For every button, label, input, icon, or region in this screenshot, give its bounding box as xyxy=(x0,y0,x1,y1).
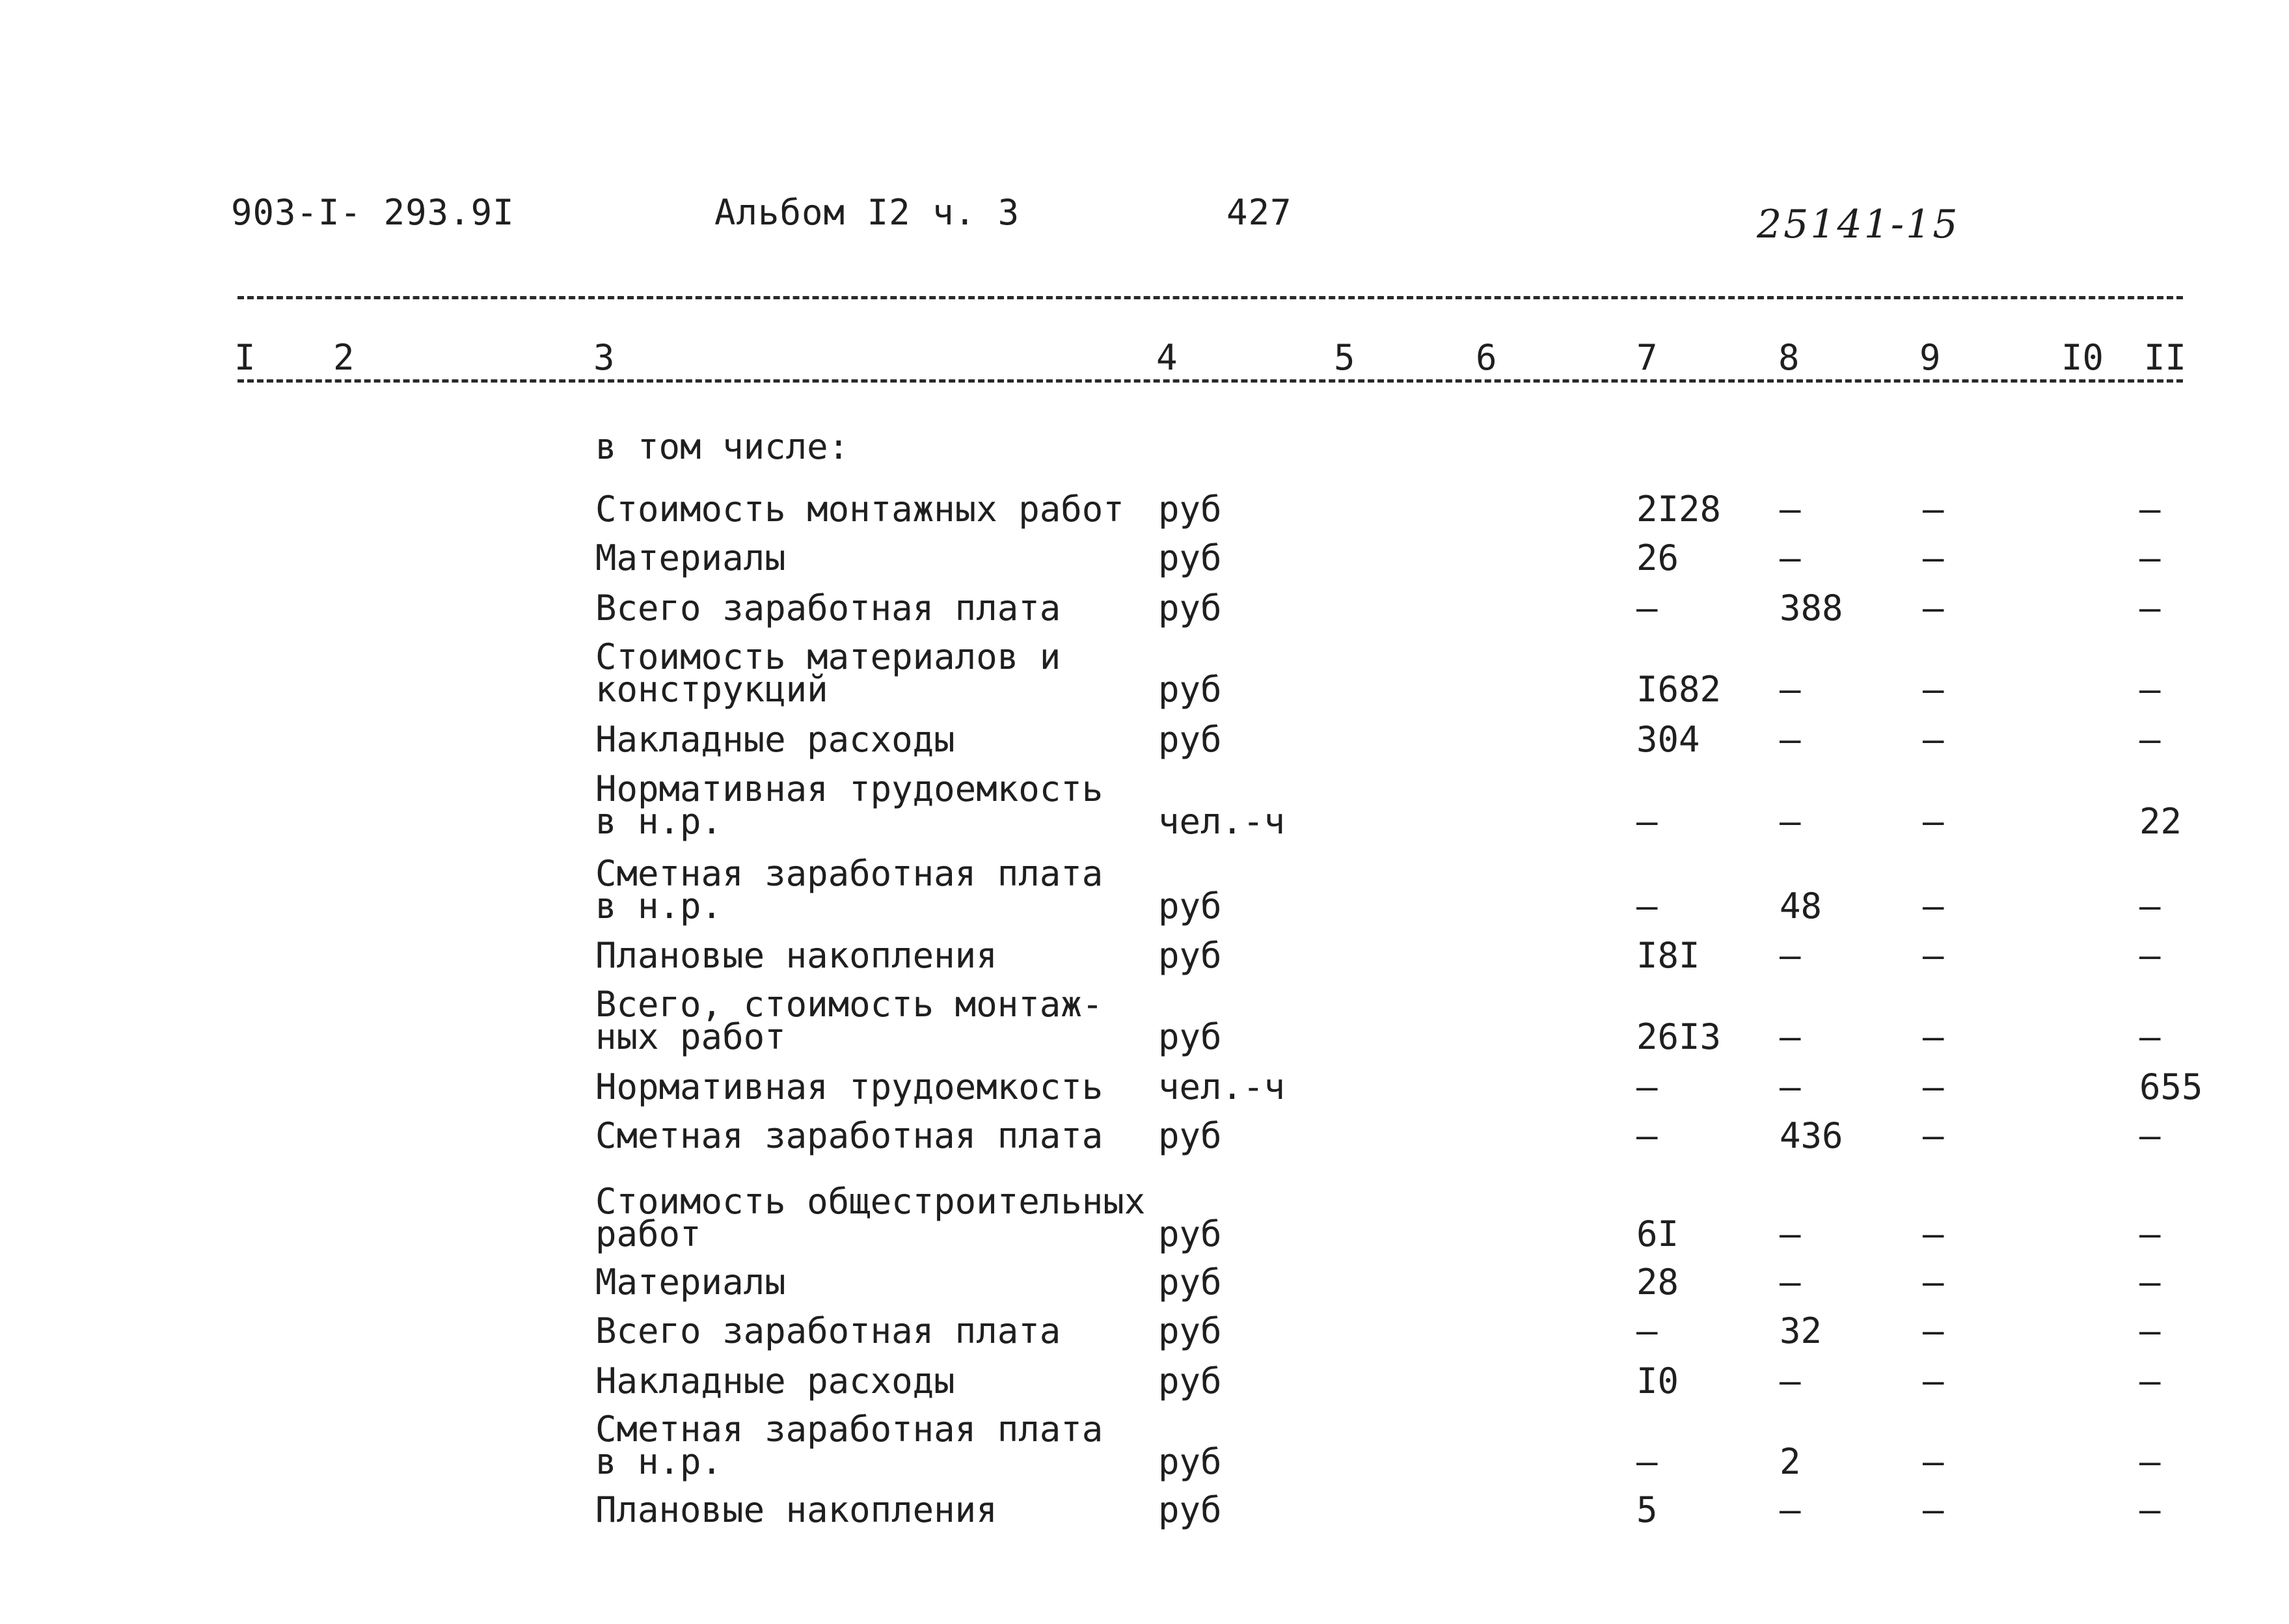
row-label-continued: ных работ xyxy=(595,1016,786,1057)
row-unit: руб xyxy=(1158,1441,1222,1482)
value-col-11: – xyxy=(2139,1213,2161,1254)
value-col-7: 26 xyxy=(1636,537,1679,578)
column-number: 9 xyxy=(1919,337,1941,378)
value-col-7: 2I28 xyxy=(1636,489,1722,530)
value-col-11: – xyxy=(2139,1262,2161,1303)
row-unit: руб xyxy=(1158,935,1222,976)
row-unit: руб xyxy=(1158,1360,1222,1401)
row-label: Нормативная трудоемкость xyxy=(595,1066,1104,1107)
value-col-11: – xyxy=(2139,537,2161,578)
top-dashed-rule xyxy=(237,296,2183,299)
value-col-9: – xyxy=(1923,1360,1944,1401)
value-col-8: – xyxy=(1780,1360,1801,1401)
row-label-continued: в н.р. xyxy=(595,801,723,842)
row-label: Сметная заработная плата xyxy=(595,1115,1104,1156)
row-label: Сметная заработная плата xyxy=(595,1409,1104,1450)
value-col-7: – xyxy=(1636,886,1658,927)
value-col-7: – xyxy=(1636,1310,1658,1351)
row-label: Всего заработная плата xyxy=(595,588,1061,629)
value-col-8: – xyxy=(1780,1262,1801,1303)
value-col-9: – xyxy=(1923,1016,1944,1057)
value-col-9: – xyxy=(1923,935,1944,976)
row-label: Стоимость монтажных работ xyxy=(595,489,1124,530)
row-unit: чел.-ч xyxy=(1158,1066,1286,1107)
value-col-8: – xyxy=(1780,935,1801,976)
value-col-9: – xyxy=(1923,1489,1944,1530)
row-label: Всего заработная плата xyxy=(595,1310,1061,1351)
row-label: Нормативная трудоемкость xyxy=(595,768,1104,809)
row-label-continued: конструкций xyxy=(595,669,828,710)
column-number: 5 xyxy=(1334,337,1355,378)
row-label-continued: в н.р. xyxy=(595,1441,723,1482)
value-col-11: 22 xyxy=(2139,801,2182,842)
row-label: Стоимость общестроительных xyxy=(595,1181,1146,1222)
value-col-11: – xyxy=(2139,1115,2161,1156)
column-number: I xyxy=(234,337,256,378)
value-col-8: – xyxy=(1780,669,1801,710)
row-unit: руб xyxy=(1158,1115,1222,1156)
value-col-7: – xyxy=(1636,1441,1658,1482)
value-col-9: – xyxy=(1923,801,1944,842)
value-col-7: 26I3 xyxy=(1636,1016,1722,1057)
value-col-11: – xyxy=(2139,1360,2161,1401)
value-col-8: – xyxy=(1780,1066,1801,1107)
value-col-11: – xyxy=(2139,886,2161,927)
row-unit: руб xyxy=(1158,669,1222,710)
column-number: I0 xyxy=(2061,337,2104,378)
value-col-9: – xyxy=(1923,588,1944,629)
value-col-7: 5 xyxy=(1636,1489,1658,1530)
value-col-8: 436 xyxy=(1780,1115,1843,1156)
value-col-9: – xyxy=(1923,886,1944,927)
column-number: 2 xyxy=(333,337,355,378)
value-col-8: – xyxy=(1780,719,1801,760)
row-unit: руб xyxy=(1158,1310,1222,1351)
value-col-7: – xyxy=(1636,801,1658,842)
value-col-11: – xyxy=(2139,588,2161,629)
value-col-11: – xyxy=(2139,1016,2161,1057)
row-unit: руб xyxy=(1158,719,1222,760)
value-col-9: – xyxy=(1923,669,1944,710)
column-header-dashed-rule xyxy=(237,379,2183,383)
value-col-8: 2 xyxy=(1780,1441,1801,1482)
row-label: Сметная заработная плата xyxy=(595,853,1104,894)
value-col-11: – xyxy=(2139,935,2161,976)
value-col-8: – xyxy=(1780,537,1801,578)
column-number: 4 xyxy=(1156,337,1178,378)
row-label: Накладные расходы xyxy=(595,1360,955,1401)
value-col-9: – xyxy=(1923,1213,1944,1254)
row-label: Материалы xyxy=(595,1262,786,1303)
value-col-9: – xyxy=(1923,1262,1944,1303)
value-col-8: 32 xyxy=(1780,1310,1822,1351)
value-col-7: 6I xyxy=(1636,1213,1679,1254)
row-label: Плановые накопления xyxy=(595,935,997,976)
value-col-8: – xyxy=(1780,489,1801,530)
value-col-9: – xyxy=(1923,1441,1944,1482)
value-col-11: 655 xyxy=(2139,1066,2203,1107)
value-col-7: I682 xyxy=(1636,669,1722,710)
row-unit: руб xyxy=(1158,1016,1222,1057)
handwritten-reference: 25141-15 xyxy=(1757,202,1960,247)
value-col-8: 388 xyxy=(1780,588,1843,629)
row-unit: руб xyxy=(1158,588,1222,629)
column-number: 7 xyxy=(1636,337,1658,378)
row-unit: руб xyxy=(1158,1262,1222,1303)
value-col-9: – xyxy=(1923,1115,1944,1156)
value-col-11: – xyxy=(2139,1441,2161,1482)
value-col-11: – xyxy=(2139,1489,2161,1530)
row-unit: руб xyxy=(1158,886,1222,927)
row-label-continued: в н.р. xyxy=(595,886,723,927)
value-col-9: – xyxy=(1923,489,1944,530)
value-col-8: 48 xyxy=(1780,886,1822,927)
row-label: Всего, стоимость монтаж- xyxy=(595,984,1104,1025)
value-col-7: – xyxy=(1636,1066,1658,1107)
value-col-7: – xyxy=(1636,588,1658,629)
row-label: Плановые накопления xyxy=(595,1489,997,1530)
value-col-7: I0 xyxy=(1636,1360,1679,1401)
page-number: 427 xyxy=(1226,192,1292,233)
value-col-8: – xyxy=(1780,1489,1801,1530)
row-label-continued: работ xyxy=(595,1213,701,1254)
value-col-7: I8I xyxy=(1636,935,1700,976)
value-col-8: – xyxy=(1780,801,1801,842)
value-col-9: – xyxy=(1923,537,1944,578)
column-number: II xyxy=(2144,337,2187,378)
doc-code: 903-I- 293.9I xyxy=(231,192,515,233)
row-label: Накладные расходы xyxy=(595,719,955,760)
value-col-11: – xyxy=(2139,669,2161,710)
album-label: Альбом I2 ч. 3 xyxy=(714,192,1020,233)
value-col-8: – xyxy=(1780,1213,1801,1254)
row-label: Стоимость материалов и xyxy=(595,636,1061,677)
value-col-9: – xyxy=(1923,1310,1944,1351)
value-col-11: – xyxy=(2139,719,2161,760)
value-col-11: – xyxy=(2139,489,2161,530)
value-col-11: – xyxy=(2139,1310,2161,1351)
value-col-7: 304 xyxy=(1636,719,1700,760)
row-unit: руб xyxy=(1158,1213,1222,1254)
value-col-7: 28 xyxy=(1636,1262,1679,1303)
column-number: 8 xyxy=(1778,337,1800,378)
section-intro: в том числе: xyxy=(595,426,850,467)
row-unit: руб xyxy=(1158,537,1222,578)
row-unit: руб xyxy=(1158,489,1222,530)
value-col-8: – xyxy=(1780,1016,1801,1057)
column-number: 3 xyxy=(593,337,615,378)
row-unit: чел.-ч xyxy=(1158,801,1286,842)
value-col-9: – xyxy=(1923,719,1944,760)
row-label: Материалы xyxy=(595,537,786,578)
value-col-7: – xyxy=(1636,1115,1658,1156)
column-number: 6 xyxy=(1476,337,1497,378)
row-unit: руб xyxy=(1158,1489,1222,1530)
value-col-9: – xyxy=(1923,1066,1944,1107)
